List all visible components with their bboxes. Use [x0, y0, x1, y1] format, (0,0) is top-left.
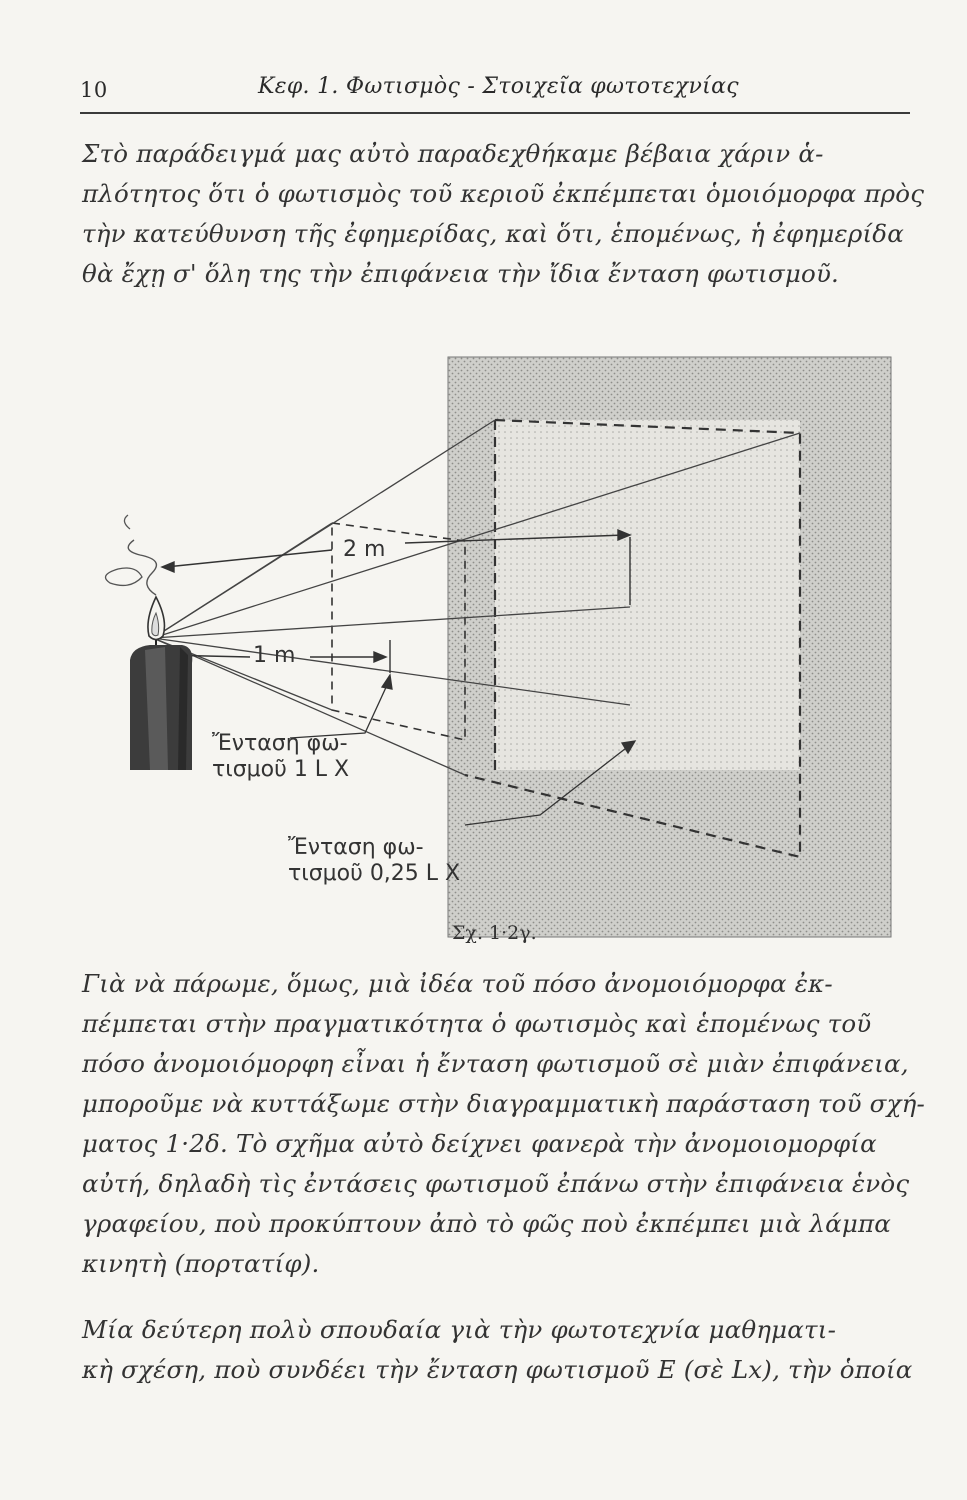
- text-line: θὰ ἔχῃ σ' ὅλη της τὴν ἐπιφάνεια τὴν ἴδια ἔνταση φωτισμοῦ.: [82, 259, 840, 288]
- label-line: Ἔνταση φω-: [212, 731, 348, 756]
- text-line: πλότητος ὅτι ὁ φωτισμὸς τοῦ κεριοῦ ἐκπέμπεται ὁμοιόμορφα πρὸς: [82, 179, 925, 208]
- figure-diagram: [70, 345, 910, 945]
- label-line: τισμοῦ 0,25 L X: [288, 861, 461, 886]
- text-line: μποροῦμε νὰ κυττάξωμε στὴν διαγραμματικὴ παράσταση τοῦ σχή-: [82, 1089, 925, 1118]
- text-line: ματος 1·2δ. Τὸ σχῆμα αὐτὸ δείχνει φανερὰ τὴν ἀνομοιομορφία: [82, 1129, 877, 1158]
- figure-candle-illuminance: [70, 345, 910, 945]
- running-head: Κεφ. 1. Φωτισμὸς - Στοιχεῖα φωτοτεχνίας: [258, 74, 739, 99]
- paragraph-3: [82, 1310, 913, 1390]
- label-line: τισμοῦ 1 L X: [212, 757, 350, 782]
- text-line: Στὸ παράδειγμά μας αὐτὸ παραδεχθήκαμε βέβαια χάριν ἁ-: [82, 139, 824, 168]
- text-line: γραφείου, ποὺ προκύπτουν ἀπὸ τὸ φῶς ποὺ ἐκπέμπει μιὰ λάμπα: [82, 1209, 892, 1238]
- label-line: Ἔνταση φω-: [288, 835, 424, 860]
- label-illuminance-1lx: [212, 731, 349, 783]
- figure-caption: Σχ. 1·2γ.: [452, 922, 537, 944]
- text-line: πέμπεται στὴν πραγματικότητα ὁ φωτισμὸς καὶ ἑπομένως τοῦ: [82, 1009, 872, 1038]
- label-1m: 1 m: [253, 643, 296, 668]
- candle: [106, 515, 193, 770]
- far-plane: [495, 420, 800, 770]
- text-line: κινητὴ (πορτατίφ).: [82, 1249, 320, 1278]
- page-number: 10: [80, 78, 108, 102]
- paragraph-1: [82, 134, 924, 294]
- label-illuminance-025lx: [288, 835, 460, 887]
- paragraph-2: [82, 964, 925, 1284]
- text-line: Μία δεύτερη πολὺ σπουδαία γιὰ τὴν φωτοτεχνία μαθηματι-: [82, 1315, 837, 1344]
- page-header: [80, 66, 910, 114]
- text-line: κὴ σχέση, ποὺ συνδέει τὴν ἔνταση φωτισμοῦ E (σὲ Lx), τὴν ὁποία: [82, 1355, 913, 1384]
- text-line: πόσο ἀνομοιόμορφη εἶναι ἡ ἔνταση φωτισμοῦ σὲ μιὰν ἐπιφάνεια,: [82, 1049, 909, 1078]
- text-line: τὴν κατεύθυνση τῆς ἐφημερίδας, καὶ ὅτι, ἑπομένως, ἡ ἐφημερίδα: [82, 219, 904, 248]
- text-line: αὐτή, δηλαδὴ τὶς ἐντάσεις φωτισμοῦ ἐπάνω στὴν ἐπιφάνεια ἑνὸς: [82, 1169, 910, 1198]
- text-line: Γιὰ νὰ πάρωμε, ὅμως, μιὰ ἰδέα τοῦ πόσο ἀνομοιόμορφα ἐκ-: [82, 969, 833, 998]
- label-2m: 2 m: [343, 537, 386, 562]
